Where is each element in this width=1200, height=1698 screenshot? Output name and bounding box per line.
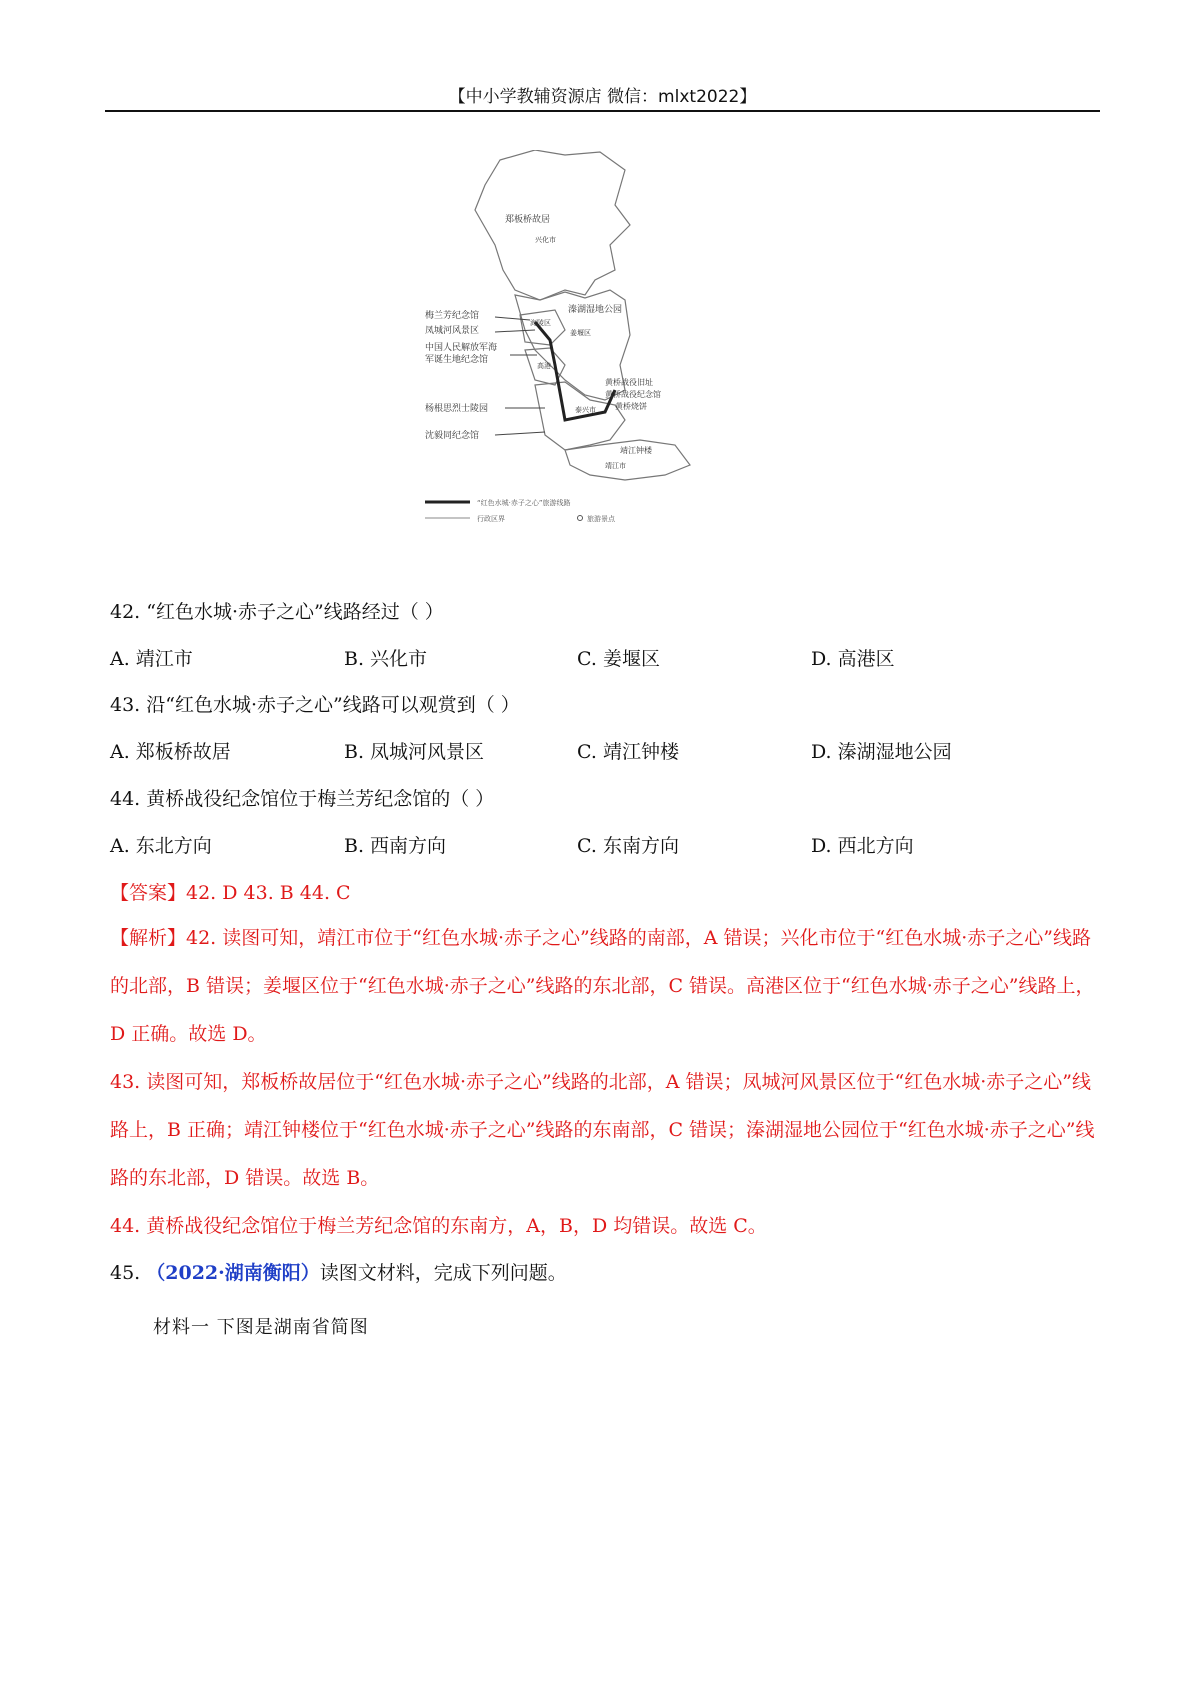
- legend-spot-text: 旅游景点: [587, 515, 615, 523]
- xinghua-region-outline: [475, 150, 630, 300]
- map-label-huangqiao-3: 黄桥烧饼: [615, 402, 647, 411]
- q42-option-b: B. 兴化市: [344, 648, 428, 670]
- header-divider: [105, 110, 1100, 112]
- analysis-42: 【解析】42. 读图可知，靖江市位于“红色水城·赤子之心”线路的南部，A 错误；兴化市位于“红色水城·赤子之心”线路的北部，B 错误；姜堰区位于“红色水城·赤子之心”线路的东北部，C 错误。高港区位于“红色水城·赤子之心”线路上，D 正确。故选 D。: [110, 927, 1095, 1045]
- map-label-mei: 梅兰芳纪念馆: [425, 311, 480, 321]
- answer-line: 【答案】42. D 43. B 44. C: [110, 882, 351, 904]
- leader-sha: [495, 432, 545, 435]
- map-label-huangqiao-1: 黄桥战役旧址: [605, 378, 653, 387]
- map-label-xinghua: 兴化市: [535, 236, 556, 244]
- legend-route-text: “红色水城·赤子之心”旅游线路: [477, 499, 571, 507]
- question-42-stem: 42. “红色水城·赤子之心”线路经过（ ）: [110, 601, 444, 623]
- taizhou-map-figure: [425, 150, 785, 570]
- q44-option-b: B. 西南方向: [344, 835, 447, 857]
- q43-option-b: B. 凤城河风景区: [344, 741, 485, 763]
- q42-option-c: C. 姜堰区: [577, 648, 660, 670]
- material-one-caption: 材料一 下图是湖南省简图: [153, 1317, 369, 1338]
- map-label-fengcheng: 凤城河风景区: [425, 326, 480, 336]
- q45-text: 读图文材料，完成下列问题。: [319, 1262, 567, 1284]
- map-label-yang: 杨根思烈士陵园: [425, 404, 489, 414]
- legend-boundary-text: 行政区界: [477, 515, 505, 523]
- map-label-jingjiang-bell: 靖江钟楼: [620, 446, 652, 455]
- page-header: 【中小学教辅资源店 微信：mlxt2022】: [448, 87, 757, 107]
- q44-option-d: D. 西北方向: [811, 835, 914, 857]
- q42-option-d: D. 高港区: [811, 648, 895, 670]
- map-svg: [425, 150, 785, 570]
- q45-source: （2022·湖南衡阳）: [146, 1262, 320, 1284]
- q43-option-d: D. 溱湖湿地公园: [811, 741, 952, 763]
- map-label-zheng: 郑板桥故居: [505, 215, 551, 225]
- q43-option-a: A. 郑板桥故居: [110, 741, 231, 763]
- map-label-navy: 中国人民解放军海: [425, 343, 498, 353]
- map-label-hailing: 海陵区: [530, 319, 551, 327]
- map-label-jingjiang: 靖江市: [605, 462, 626, 470]
- q42-option-a: A. 靖江市: [110, 648, 193, 670]
- question-45: [110, 1261, 567, 1285]
- q43-option-c: C. 靖江钟楼: [577, 741, 679, 763]
- question-44-stem: 44. 黄桥战役纪念馆位于梅兰芳纪念馆的（ ）: [110, 788, 495, 810]
- map-label-sha: 沈毅同纪念馆: [425, 431, 480, 441]
- map-label-taixing: 泰兴市: [575, 406, 596, 414]
- q45-number: 45.: [110, 1262, 147, 1284]
- q44-option-c: C. 东南方向: [577, 835, 679, 857]
- map-label-huangqiao-2: 黄桥战役纪念馆: [605, 390, 661, 399]
- q44-option-a: A. 东北方向: [110, 835, 212, 857]
- leader-fengcheng: [495, 330, 535, 332]
- map-label-gaogang: 高港: [537, 362, 551, 370]
- analysis-44: 44. 黄桥战役纪念馆位于梅兰芳纪念馆的东南方，A，B，D 均错误。故选 C。: [110, 1215, 767, 1237]
- analysis-43: 43. 读图可知，郑板桥故居位于“红色水城·赤子之心”线路的北部，A 错误；凤城河风景区位于“红色水城·赤子之心”线路上，B 正确；靖江钟楼位于“红色水城·赤子之心”线路的东南部，C 错误；溱湖湿地公园位于“红色水城·赤子之心”线路的东北部，D 错误。故选 B。: [110, 1071, 1095, 1189]
- map-label-qinhu: 溱湖湿地公园: [568, 305, 623, 315]
- map-label-navy-2: 军诞生地纪念馆: [425, 355, 489, 365]
- map-label-jiangyan: 姜堰区: [570, 329, 591, 337]
- legend-spot-swatch: [578, 516, 583, 521]
- hailing-outline: [520, 310, 565, 345]
- question-43-stem: 43. 沿“红色水城·赤子之心”线路可以观赏到（ ）: [110, 694, 520, 716]
- leader-mei: [495, 317, 530, 320]
